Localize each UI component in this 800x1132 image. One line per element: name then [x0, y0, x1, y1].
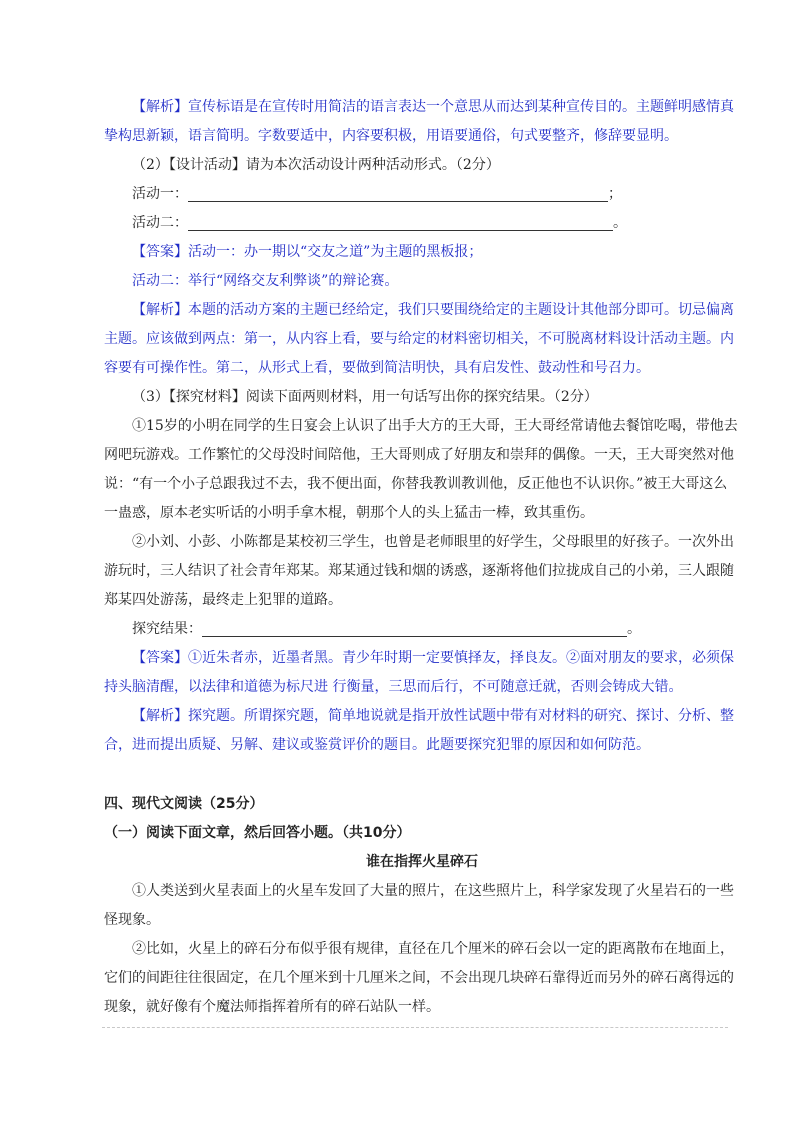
spacer: [104, 760, 740, 790]
answer-3: 【答案】①近朱者赤，近墨者黑。青少年时期一定要慎择友，择良友。②面对朋友的要求，必须保持头脑清醒，以法律和道德为标尺进 行衡量，三思而后行，不可随意迁就，否则会铸成大错。: [104, 650, 734, 695]
result-label: 探究结果：: [132, 621, 202, 637]
answer-2-b: 活动二：举行“网络交友利弊谈”的辩论赛。: [132, 273, 399, 289]
article-para-2: ②比如，火星上的碎石分布似乎很有规律，直径在几个厘米的碎石会以一定的距离散布在地面上，它们的间距往往很固定，在几个厘米到十几厘米之间，不会出现几块碎石靠得近而另外的碎石离得远的现象，就好像有个魔法师指挥着所有的碎石站队一样。: [104, 941, 734, 1015]
article-title: 谁在指挥火星碎石: [366, 854, 478, 870]
analysis-slogan: 【解析】宣传标语是在宣传时用简洁的语言表达一个意思从而达到某种宣传目的。主题鲜明感情真挚构思新颖，语言简明。字数要适中，内容要积极，用语要通俗，句式要整齐，修辞要显明。: [104, 99, 734, 144]
activity-2-label: 活动二：: [132, 215, 188, 231]
material-1: ①15岁的小明在同学的生日宴会上认识了出手大方的王大哥，王大哥经常请他去餐馆吃喝，带他去网吧玩游戏。工作繁忙的父母没时间陪他，王大哥则成了好朋友和崇拜的偶像。一天，王大哥突然对他说：“有一个小子总跟我过不去，我不便出面，你替我教训教训他，反正他也不认识你。”被王大哥这么一蛊惑，原本老实听话的小明手拿木棍，朝那个人的头上猛击一棒，致其重伤。: [104, 418, 738, 521]
analysis-2: 【解析】本题的活动方案的主题已经给定，我们只要围绕给定的主题设计其他部分即可。切忌偏离主题。应该做到两点：第一，从内容上看，要与给定的材料密切相关，不可脱离材料设计活动主题。内容要有可操作性。第二，从形式上看，要做到简洁明快，具有启发性、鼓动性和号召力。: [104, 302, 734, 376]
document-body: [104, 93, 740, 1022]
question-2: （2）【设计活动】请为本次活动设计两种活动形式。（2分）: [132, 157, 500, 173]
activity-2-line: [104, 209, 740, 238]
section-heading: 四、现代文阅读（25分）: [104, 796, 264, 812]
question-3: （3）【探究材料】阅读下面两则材料，用一句话写出你的探究结果。（2分）: [132, 389, 598, 405]
activity-1-label: 活动一：: [132, 186, 188, 202]
page-break-line: [102, 1027, 728, 1028]
analysis-3: 【解析】探究题。所谓探究题，简单地说就是指开放性试题中带有对材料的研究、探讨、分析、整合，进而提出质疑、另解、建议或鉴赏评价的题目。此题要探究犯罪的原因和如何防范。: [104, 708, 734, 753]
subsection-heading: （一）阅读下面文章，然后回答小题。（共10分）: [104, 825, 411, 841]
material-2: ②小刘、小彭、小陈都是某校初三学生，也曾是老师眼里的好学生，父母眼里的好孩子。一次外出游玩时，三人结识了社会青年郑某。郑某通过钱和烟的诱惑，逐渐将他们拉拢成自己的小弟，三人跟随郑某四处游荡，最终走上犯罪的道路。: [104, 534, 734, 608]
result-blank[interactable]: [202, 618, 627, 637]
activity-2-blank[interactable]: [188, 212, 613, 231]
activity-1-blank[interactable]: [188, 183, 608, 202]
result-end: 。: [627, 621, 641, 637]
activity-1-line: [104, 180, 740, 209]
result-line: [104, 615, 740, 644]
answer-2-a: 【答案】活动一：办一期以“交友之道”为主题的黑板报；: [132, 244, 483, 260]
article-para-1: ①人类送到火星表面上的火星车发回了大量的照片，在这些照片上，科学家发现了火星岩石的一些怪现象。: [104, 883, 734, 928]
activity-2-end: 。: [613, 215, 627, 231]
activity-1-end: ；: [608, 186, 622, 202]
